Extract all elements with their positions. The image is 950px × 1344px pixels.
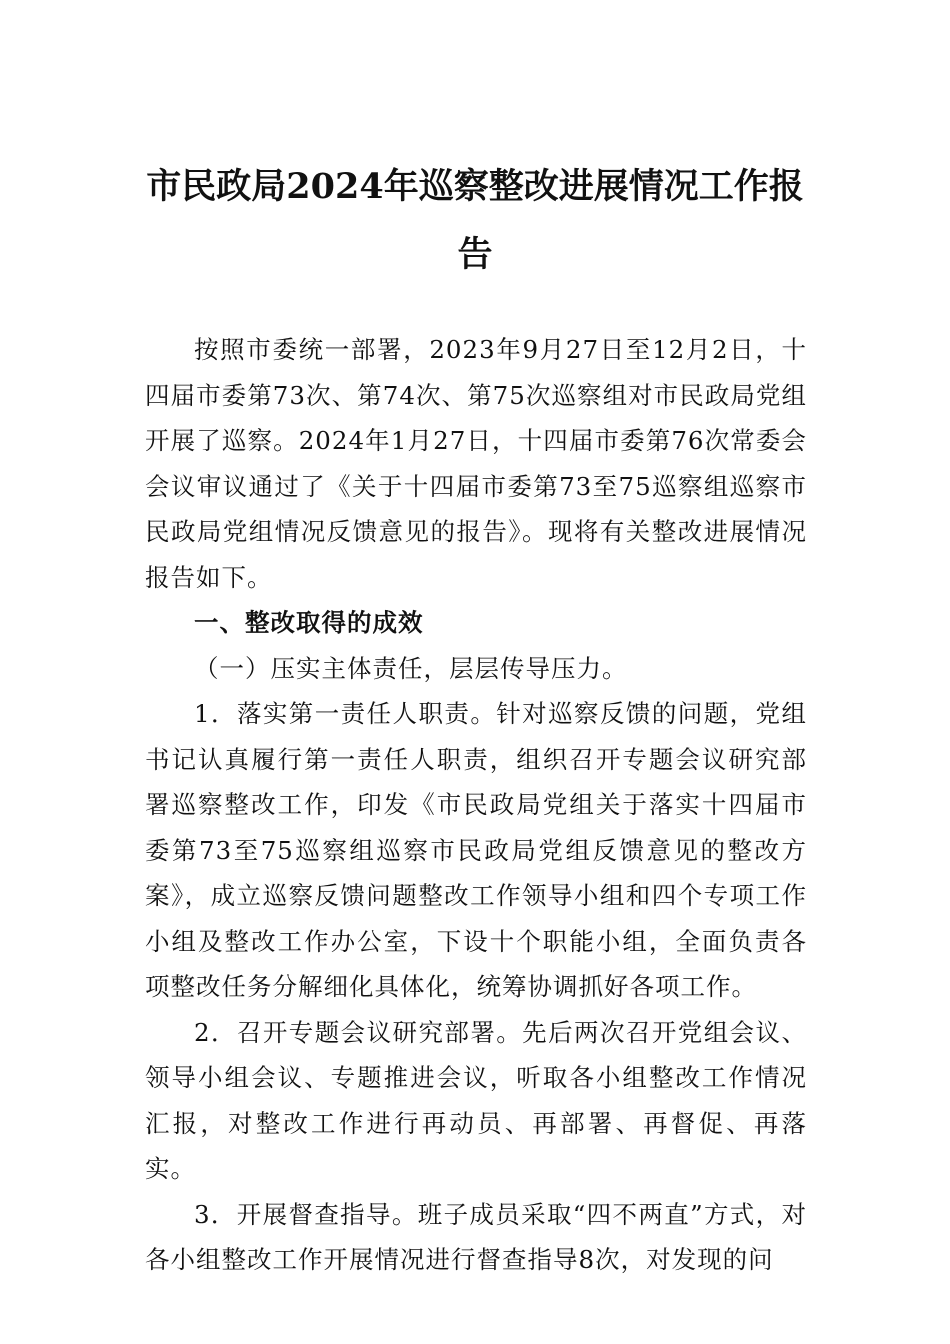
subsection-heading: （一）压实主体责任，层层传导压力。: [194, 653, 628, 683]
paragraph-item-3: 3．开展督查指导。班子成员采取“四不两直”方式，对各小组整改工作开展情况进行督查指导8次，对发现的问: [145, 1199, 807, 1274]
document-title: 市民政局2024年巡察整改进展情况工作报: [146, 166, 804, 207]
paragraph-item-1: 1．落实第一责任人职责。针对巡察反馈的问题，党组书记认真履行第一责任人职责，组织召开专题会议研究部署巡察整改工作，印发《市民政局党组关于落实十四届市委第73至75巡察组巡察市民政局党组反馈意见的整改方案》，成立巡察反馈问题整改工作领导小组和四个专项工作小组及整改工作办公室，下设十个职能小组，全面负责各项整改任务分解细化具体化，统筹协调抓好各项工作。: [145, 699, 807, 1001]
document-body: [145, 327, 807, 1283]
paragraph-item-2: 2．召开专题会议研究部署。先后两次召开党组会议、领导小组会议、专题推进会议，听取各小组整改工作情况汇报，对整改工作进行再动员、再部署、再督促、再落实。: [145, 1017, 807, 1183]
section-heading: 一、整改取得的成效: [194, 608, 424, 637]
intro-paragraph: 按照市委统一部署，2023年9月27日至12月2日，十四届市委第73次、第74次、第75次巡察组对市民政局党组开展了巡察。2024年1月27日，十四届市委第76次常委会会议审议通过了《关于十四届市委第73至75巡察组巡察市民政局党组情况反馈意见的报告》。现将有关整改进展情况报告如下。: [145, 335, 807, 592]
document-title-continued: 告: [457, 234, 493, 275]
